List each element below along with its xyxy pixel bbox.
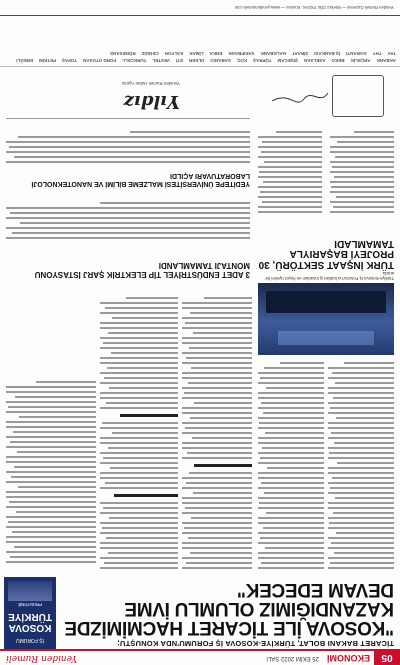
sponsor-logo: PETKİM: [39, 58, 57, 63]
sponsor-logo: LİMAK: [189, 51, 204, 56]
sponsor-logo: KOÇ: [236, 58, 247, 63]
masthead: [0, 649, 400, 665]
sponsor-logo: FORD OTOSAN: [82, 58, 117, 63]
event-ad-photo: [8, 581, 52, 601]
text-lines-graphic: [6, 127, 250, 165]
signature-graphic: [270, 87, 330, 107]
sponsor-logo: GARANTİ: [346, 51, 367, 56]
photo-caption: Türkiye-Kosova İş Forumu'na katılan iş insanları ve heyet üyeleri bir arada.: [265, 270, 394, 281]
text-lines-graphic: [100, 287, 178, 571]
sponsor-logo: ÜLKER: [188, 58, 205, 63]
text-lines-graphic: [258, 127, 394, 215]
event-ad: [4, 577, 56, 649]
bottom-ad-tagline: Yeniden Rumeli Haber Ajansı: [121, 81, 180, 86]
article-column: [258, 361, 324, 571]
sponsor-logo: ASELSAN: [303, 58, 326, 63]
article-column: [182, 291, 252, 571]
audience-silhouette: [266, 291, 386, 313]
forum-photo: [258, 283, 394, 355]
text-lines-graphic: [328, 361, 394, 571]
sponsor-logo: THY: [372, 51, 382, 56]
sponsor-logo: İŞ BANKASI: [314, 51, 341, 56]
sponsor-logo: ENKA: [209, 51, 223, 56]
sponsor-logo: TAV: [387, 51, 396, 56]
article-column: [328, 361, 394, 571]
page-footer: Yeniden Rumeli Gazetesi — Merkez Ofis: Prizren, Kosova — www.yenidenrumeli.com: [0, 0, 400, 16]
sponsor-logo: ARÇELİK: [350, 58, 371, 63]
event-ad-line2: KOSOVA TÜRKİYE: [8, 611, 52, 633]
lead-headline: "KOSOVA İLE TİCARET HACMİMİZDE KAZANDIĞIMIZ OLUMLU İVME DEVAM EDECEK": [64, 579, 394, 638]
sponsor-logo: KALYON: [164, 51, 184, 56]
event-ad-line1: İŞ FORUMU: [15, 637, 45, 643]
sponsor-logo: TOFAŞ: [62, 58, 77, 63]
stage-lights: [278, 331, 374, 345]
bottom-ad-logo: Yıldız: [123, 91, 180, 112]
issue-date: 25 EKİM 2022 SALI: [266, 655, 319, 661]
story-body: [258, 127, 394, 215]
story-body: [6, 125, 250, 165]
sponsor-logo: ŞİŞECAM: [277, 58, 298, 63]
signature-block: [258, 73, 394, 121]
article-column: [100, 261, 178, 571]
event-ad-line3: PRISHTINË: [18, 602, 43, 607]
bottom-ad: [6, 72, 250, 119]
sponsor-logo: SABANCI: [210, 58, 231, 63]
sponsor-logo-strip: [0, 23, 400, 67]
section-title: EKONOMİ: [326, 653, 370, 663]
sponsor-logo: AKBANK: [376, 58, 396, 63]
story-body: [6, 195, 250, 241]
sponsor-logo: ETİ: [175, 58, 183, 63]
page-number: 05: [374, 651, 400, 665]
sponsor-logo: ZİRAAT: [291, 51, 309, 56]
sponsor-logo: CENGİZ: [141, 51, 159, 56]
sponsor-logo: HALKBANK: [260, 51, 286, 56]
text-lines-graphic: [6, 375, 96, 565]
sponsor-logo: EREĞLİ: [16, 58, 34, 63]
sponsor-logo: TÜPRAŞ: [252, 58, 272, 63]
lead-kicker: TİCARET BAKANI BOLAT, TÜRKİYE-KOSOVA İŞ FORUMU'NDA KONUŞTU;: [117, 639, 394, 648]
sponsor-logo: BEKO: [331, 58, 345, 63]
sponsor-logo: TURKCELL: [122, 58, 147, 63]
story-headline: 3 ADET ENDÜSTRİYEL TİP ELEKTRİK ŞARJ İSTASYONU MONTAJI TAMAMLANDI: [34, 261, 250, 279]
sponsor-logo: RÖNESANS: [110, 51, 136, 56]
stamp-graphic: [332, 75, 384, 117]
story-headline: TÜRK İNŞAAT SEKTÖRÜ, 30 PROJEYİ BAŞARIYLA TAMAMLADI: [258, 238, 394, 270]
text-lines-graphic: [182, 291, 252, 571]
story-headline: YEDİTEPE ÜNİVERSİTESİ MALZEME BİLİMİ VE NANOTEKNOLOJİ LABORATUVARI AÇILDI: [31, 172, 250, 187]
sponsor-logo: VESTEL: [152, 58, 170, 63]
brand-logo: Yeniden Rumeli: [6, 653, 78, 663]
sponsor-logo: VAKIFBANK: [228, 51, 255, 56]
text-lines-graphic: [258, 361, 324, 571]
article-column: [6, 375, 96, 565]
text-lines-graphic: [6, 197, 250, 241]
